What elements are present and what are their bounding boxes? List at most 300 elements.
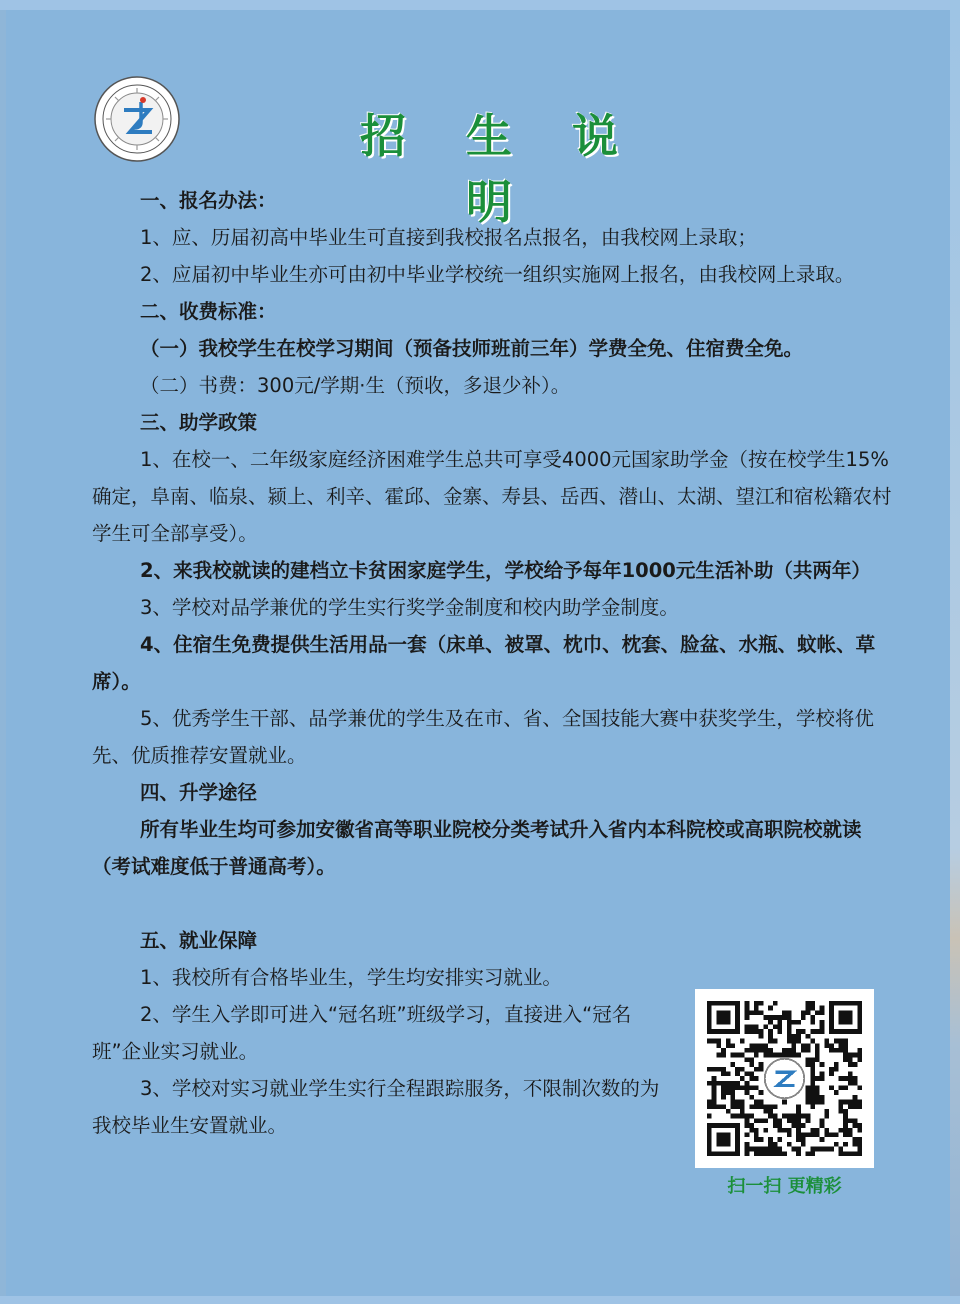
qr-module bbox=[796, 1151, 801, 1156]
qr-module bbox=[792, 1048, 797, 1053]
qr-module bbox=[787, 1053, 792, 1058]
qr-module bbox=[824, 1114, 829, 1119]
qr-module bbox=[730, 1114, 735, 1119]
qr-module bbox=[820, 1020, 825, 1025]
qr-module bbox=[759, 1067, 764, 1072]
qr-module bbox=[745, 1114, 750, 1119]
qr-module bbox=[796, 1137, 801, 1142]
qr-module bbox=[848, 1104, 853, 1109]
qr-module bbox=[843, 1109, 848, 1114]
qr-module bbox=[853, 1076, 858, 1081]
qr-module bbox=[820, 1137, 825, 1142]
qr-module bbox=[787, 1039, 792, 1044]
qr-module bbox=[740, 1053, 745, 1058]
qr-module bbox=[730, 1090, 735, 1095]
qr-module bbox=[853, 1081, 858, 1086]
qr-module bbox=[820, 1010, 825, 1015]
qr-module bbox=[759, 1048, 764, 1053]
qr-module bbox=[749, 1095, 754, 1100]
qr-module bbox=[806, 1043, 811, 1048]
qr-module bbox=[839, 1100, 844, 1105]
qr-module bbox=[712, 1090, 717, 1095]
school-seal-logo bbox=[94, 76, 180, 162]
qr-module bbox=[749, 1123, 754, 1128]
qr-module bbox=[754, 1104, 759, 1109]
qr-module bbox=[792, 1114, 797, 1119]
qr-module bbox=[773, 1147, 778, 1152]
qr-module bbox=[721, 1067, 726, 1072]
qr-module bbox=[745, 1048, 750, 1053]
qr-module bbox=[848, 1053, 853, 1058]
qr-module bbox=[712, 1095, 717, 1100]
qr-module bbox=[749, 1114, 754, 1119]
qr-module bbox=[768, 1151, 773, 1156]
qr-module bbox=[853, 1053, 858, 1058]
paragraph: 2、应届初中毕业生亦可由初中毕业学校统一组织实施网上报名，由我校网上录取。 bbox=[140, 263, 855, 286]
qr-module bbox=[839, 1104, 844, 1109]
qr-module bbox=[759, 1151, 764, 1156]
section-heading-registration: 一、报名办法： bbox=[140, 189, 277, 212]
qr-module bbox=[843, 1123, 848, 1128]
qr-module bbox=[801, 1142, 806, 1147]
section-heading-employment: 五、就业保障 bbox=[140, 929, 258, 952]
qr-module bbox=[749, 1010, 754, 1015]
qr-module bbox=[848, 1118, 853, 1123]
qr-module bbox=[857, 1123, 862, 1128]
qr-module bbox=[806, 1118, 811, 1123]
qr-module bbox=[749, 1147, 754, 1152]
qr-module bbox=[824, 1039, 829, 1044]
qr-module bbox=[777, 1015, 782, 1020]
qr-module bbox=[754, 1001, 759, 1006]
qr-module bbox=[759, 1010, 764, 1015]
qr-module bbox=[782, 1100, 787, 1105]
qr-module bbox=[754, 1043, 759, 1048]
qr-module bbox=[740, 1114, 745, 1119]
qr-module bbox=[829, 1071, 834, 1076]
qr-module bbox=[853, 1095, 858, 1100]
qr-module bbox=[768, 1048, 773, 1053]
qr-module bbox=[763, 1043, 768, 1048]
qr-module bbox=[824, 1133, 829, 1138]
qr-module bbox=[834, 1062, 839, 1067]
qr-module bbox=[839, 1147, 844, 1152]
qr-module bbox=[759, 1090, 764, 1095]
qr-module bbox=[707, 1039, 712, 1044]
qr-module bbox=[815, 1048, 820, 1053]
qr-module bbox=[745, 1151, 750, 1156]
qr-module bbox=[759, 1043, 764, 1048]
qr-module bbox=[834, 1067, 839, 1072]
page-title: 招 生 说 明 bbox=[359, 109, 641, 229]
qr-module bbox=[773, 1039, 778, 1044]
paragraph: （一）我校学生在校学习期间（预备技师班前三年）学费全免、住宿费全免。 bbox=[140, 337, 804, 360]
qr-module bbox=[745, 1147, 750, 1152]
qr-module bbox=[787, 1118, 792, 1123]
qr-module bbox=[763, 1109, 768, 1114]
qr-module bbox=[796, 1039, 801, 1044]
qr-module bbox=[782, 1151, 787, 1156]
qr-module bbox=[853, 1151, 858, 1156]
qr-module bbox=[792, 1034, 797, 1039]
qr-module bbox=[801, 1010, 806, 1015]
qr-module bbox=[839, 1048, 844, 1053]
qr-module bbox=[829, 1147, 834, 1152]
section-heading-further-study: 四、升学途径 bbox=[140, 781, 258, 804]
qr-module bbox=[773, 1123, 778, 1128]
qr-module bbox=[754, 1067, 759, 1072]
qr-module bbox=[768, 1147, 773, 1152]
qr-module bbox=[796, 1034, 801, 1039]
qr-module bbox=[745, 1118, 750, 1123]
qr-module bbox=[848, 1062, 853, 1067]
qr-module bbox=[829, 1048, 834, 1053]
qr-module bbox=[839, 1086, 844, 1091]
qr-module bbox=[801, 1114, 806, 1119]
qr-module bbox=[726, 1086, 731, 1091]
qr-module bbox=[763, 1147, 768, 1152]
qr-module bbox=[777, 1053, 782, 1058]
qr-module bbox=[801, 1043, 806, 1048]
qr-module bbox=[806, 1001, 811, 1006]
qr-module bbox=[810, 1029, 815, 1034]
qr-module bbox=[745, 1081, 750, 1086]
qr-module bbox=[820, 1100, 825, 1105]
qr-module bbox=[834, 1142, 839, 1147]
qr-module bbox=[745, 1086, 750, 1091]
qr-module bbox=[843, 1142, 848, 1147]
qr-module bbox=[768, 1053, 773, 1058]
qr-module bbox=[806, 1100, 811, 1105]
qr-module bbox=[848, 1100, 853, 1105]
qr-module bbox=[726, 1081, 731, 1086]
qr-module bbox=[754, 1137, 759, 1142]
qr-module bbox=[810, 1076, 815, 1081]
qr-module bbox=[834, 1090, 839, 1095]
qr-module bbox=[820, 1118, 825, 1123]
qr-module bbox=[745, 1029, 750, 1034]
qr-finder bbox=[716, 1133, 730, 1147]
qr-module bbox=[829, 1043, 834, 1048]
qr-module bbox=[730, 1081, 735, 1086]
qr-module bbox=[712, 1081, 717, 1086]
qr-module bbox=[768, 1006, 773, 1011]
qr-module bbox=[768, 1114, 773, 1119]
qr-module bbox=[853, 1142, 858, 1147]
qr-module bbox=[745, 1123, 750, 1128]
qr-module bbox=[777, 1147, 782, 1152]
qr-module bbox=[815, 1076, 820, 1081]
qr-module bbox=[824, 1147, 829, 1152]
qr-module bbox=[745, 1142, 750, 1147]
qr-module bbox=[707, 1081, 712, 1086]
qr-module bbox=[820, 1024, 825, 1029]
paragraph: 5、优秀学生干部、品学兼优的学生及在市、省、全国技能大赛中获奖学生，学校将优先、优质推荐安置就业。 bbox=[92, 707, 874, 767]
qr-module bbox=[857, 1100, 862, 1105]
qr-finder bbox=[716, 1010, 730, 1024]
qr-module bbox=[810, 1151, 815, 1156]
qr-module bbox=[834, 1039, 839, 1044]
qr-module bbox=[820, 1123, 825, 1128]
qr-module bbox=[759, 1062, 764, 1067]
qr-module bbox=[810, 1133, 815, 1138]
qr-caption: 扫一扫 更精彩 bbox=[727, 1176, 842, 1197]
qr-module bbox=[801, 1133, 806, 1138]
qr-module bbox=[759, 1100, 764, 1105]
qr-module bbox=[754, 1076, 759, 1081]
qr-module bbox=[839, 1039, 844, 1044]
qr-module bbox=[768, 1137, 773, 1142]
qr-module bbox=[782, 1114, 787, 1119]
paragraph: （二）书费：300元/学期·生（预收，多退少补）。 bbox=[140, 374, 571, 397]
qr-module bbox=[768, 1020, 773, 1025]
qr-module bbox=[810, 1020, 815, 1025]
qr-module bbox=[810, 1062, 815, 1067]
qr-module bbox=[768, 1039, 773, 1044]
qr-module bbox=[773, 1015, 778, 1020]
qr-module bbox=[815, 1128, 820, 1133]
qr-module bbox=[843, 1086, 848, 1091]
bottom-border bbox=[0, 1296, 960, 1304]
paragraph: 1、在校一、二年级家庭经济困难学生总共可享受4000元国家助学金（按在校学生15%确定，阜南、临泉、颍上、利辛、霍邱、金寨、寿县、岳西、潜山、太湖、望江和宿松籍农村学生可全部享受）。 bbox=[92, 448, 892, 545]
qr-module bbox=[806, 1048, 811, 1053]
qr-module bbox=[824, 1109, 829, 1114]
qr-module bbox=[773, 1104, 778, 1109]
qr-module bbox=[745, 1133, 750, 1138]
qr-module bbox=[843, 1076, 848, 1081]
qr-module bbox=[801, 1123, 806, 1128]
qr-module bbox=[848, 1133, 853, 1138]
qr-module bbox=[792, 1147, 797, 1152]
qr-module bbox=[820, 1071, 825, 1076]
qr-module bbox=[787, 1034, 792, 1039]
qr-module bbox=[763, 1015, 768, 1020]
right-border-strip bbox=[950, 0, 960, 1304]
qr-module bbox=[721, 1071, 726, 1076]
qr-module bbox=[824, 1043, 829, 1048]
qr-module bbox=[829, 1086, 834, 1091]
qr-module bbox=[839, 1076, 844, 1081]
qr-module bbox=[787, 1133, 792, 1138]
qr-module bbox=[749, 1076, 754, 1081]
qr-module bbox=[820, 1029, 825, 1034]
qr-module bbox=[754, 1029, 759, 1034]
qr-module bbox=[768, 1109, 773, 1114]
qr-module bbox=[792, 1123, 797, 1128]
qr-module bbox=[712, 1100, 717, 1105]
qr-module bbox=[853, 1123, 858, 1128]
qr-module bbox=[754, 1128, 759, 1133]
qr-module bbox=[796, 1104, 801, 1109]
qr-module bbox=[759, 1104, 764, 1109]
qr-module bbox=[796, 1147, 801, 1152]
qr-module bbox=[716, 1039, 721, 1044]
qr-module bbox=[763, 1048, 768, 1053]
qr-module bbox=[745, 1010, 750, 1015]
qr-module bbox=[834, 1048, 839, 1053]
qr-module bbox=[763, 1024, 768, 1029]
qr-module bbox=[806, 1034, 811, 1039]
qr-module bbox=[782, 1010, 787, 1015]
qr-module bbox=[792, 1043, 797, 1048]
qr-module bbox=[759, 1001, 764, 1006]
qr-module bbox=[857, 1104, 862, 1109]
qr-module bbox=[801, 1029, 806, 1034]
qr-module bbox=[777, 1118, 782, 1123]
qr-module bbox=[787, 1114, 792, 1119]
qr-module bbox=[796, 1020, 801, 1025]
qr-module bbox=[730, 1086, 735, 1091]
qr-module bbox=[782, 1053, 787, 1058]
qr-module bbox=[843, 1053, 848, 1058]
qr-module bbox=[726, 1071, 731, 1076]
qr-module bbox=[857, 1151, 862, 1156]
qr-module bbox=[857, 1147, 862, 1152]
qr-module bbox=[815, 1090, 820, 1095]
qr-module bbox=[843, 1118, 848, 1123]
qr-module bbox=[839, 1043, 844, 1048]
qr-module bbox=[820, 1076, 825, 1081]
qr-module bbox=[721, 1095, 726, 1100]
section-heading-aid: 三、助学政策 bbox=[140, 411, 258, 434]
qr-module bbox=[721, 1104, 726, 1109]
qr-module bbox=[777, 1137, 782, 1142]
qr-code-pattern bbox=[707, 1001, 862, 1156]
qr-module bbox=[806, 1010, 811, 1015]
qr-module bbox=[806, 1090, 811, 1095]
qr-module bbox=[810, 1104, 815, 1109]
qr-module bbox=[815, 1057, 820, 1062]
qr-module bbox=[773, 1142, 778, 1147]
paragraph: 2、来我校就读的建档立卡贫困家庭学生，学校给予每年1000元生活补助（共两年） bbox=[140, 559, 871, 582]
qr-module bbox=[839, 1109, 844, 1114]
qr-module bbox=[721, 1090, 726, 1095]
qr-module bbox=[787, 1010, 792, 1015]
qr-module bbox=[806, 1151, 811, 1156]
qr-module bbox=[726, 1039, 731, 1044]
qr-module bbox=[712, 1076, 717, 1081]
qr-module bbox=[735, 1100, 740, 1105]
qr-module bbox=[820, 1147, 825, 1152]
qr-module bbox=[815, 1010, 820, 1015]
qr-module bbox=[843, 1114, 848, 1119]
qr-module bbox=[773, 1024, 778, 1029]
qr-module bbox=[754, 1147, 759, 1152]
qr-module bbox=[754, 1100, 759, 1105]
qr-module bbox=[787, 1020, 792, 1025]
qr-module bbox=[843, 1128, 848, 1133]
qr-module bbox=[848, 1076, 853, 1081]
qr-module bbox=[801, 1137, 806, 1142]
qr-module bbox=[754, 1133, 759, 1138]
qr-module bbox=[768, 1029, 773, 1034]
qr-module bbox=[782, 1048, 787, 1053]
qr-module bbox=[796, 1128, 801, 1133]
qr-module bbox=[843, 1133, 848, 1138]
qr-code bbox=[695, 989, 874, 1168]
qr-module bbox=[712, 1086, 717, 1091]
qr-module bbox=[716, 1067, 721, 1072]
qr-module bbox=[810, 1071, 815, 1076]
qr-module bbox=[787, 1024, 792, 1029]
qr-module bbox=[810, 1006, 815, 1011]
qr-module bbox=[777, 1029, 782, 1034]
qr-module bbox=[745, 1006, 750, 1011]
qr-module bbox=[843, 1057, 848, 1062]
spacer bbox=[92, 885, 892, 922]
qr-module bbox=[787, 1048, 792, 1053]
qr-module bbox=[806, 1086, 811, 1091]
qr-module bbox=[759, 1034, 764, 1039]
qr-module bbox=[792, 1039, 797, 1044]
qr-module bbox=[730, 1043, 735, 1048]
qr-module bbox=[815, 1043, 820, 1048]
qr-module bbox=[810, 1086, 815, 1091]
qr-module bbox=[721, 1053, 726, 1058]
qr-module bbox=[740, 1100, 745, 1105]
qr-module bbox=[810, 1100, 815, 1105]
qr-module bbox=[735, 1081, 740, 1086]
qr-module bbox=[730, 1062, 735, 1067]
qr-module bbox=[801, 1015, 806, 1020]
qr-module bbox=[839, 1151, 844, 1156]
qr-module bbox=[707, 1114, 712, 1119]
qr-module bbox=[810, 1128, 815, 1133]
qr-module bbox=[829, 1067, 834, 1072]
qr-module bbox=[773, 1151, 778, 1156]
qr-module bbox=[773, 1114, 778, 1119]
qr-module bbox=[777, 1123, 782, 1128]
qr-module bbox=[796, 1114, 801, 1119]
qr-module bbox=[843, 1043, 848, 1048]
qr-module bbox=[853, 1118, 858, 1123]
qr-module bbox=[857, 1086, 862, 1091]
qr-module bbox=[735, 1053, 740, 1058]
qr-module bbox=[768, 1104, 773, 1109]
qr-module bbox=[806, 1006, 811, 1011]
qr-module bbox=[735, 1104, 740, 1109]
qr-module bbox=[712, 1067, 717, 1072]
qr-module bbox=[768, 1015, 773, 1020]
qr-module bbox=[773, 1001, 778, 1006]
qr-module bbox=[721, 1048, 726, 1053]
qr-module bbox=[806, 1114, 811, 1119]
qr-module bbox=[810, 1039, 815, 1044]
qr-module bbox=[815, 1100, 820, 1105]
qr-module bbox=[777, 1024, 782, 1029]
qr-module bbox=[815, 1095, 820, 1100]
qr-module bbox=[787, 1128, 792, 1133]
qr-module bbox=[721, 1081, 726, 1086]
qr-module bbox=[787, 1142, 792, 1147]
qr-module bbox=[848, 1151, 853, 1156]
qr-module bbox=[768, 1142, 773, 1147]
qr-module bbox=[834, 1133, 839, 1138]
qr-module bbox=[754, 1024, 759, 1029]
qr-module bbox=[853, 1137, 858, 1142]
qr-module bbox=[787, 1029, 792, 1034]
qr-module bbox=[815, 1147, 820, 1152]
qr-module bbox=[782, 1128, 787, 1133]
qr-module bbox=[824, 1128, 829, 1133]
qr-module bbox=[759, 1029, 764, 1034]
qr-module bbox=[806, 1057, 811, 1062]
qr-module bbox=[749, 1071, 754, 1076]
qr-module bbox=[759, 1137, 764, 1142]
qr-module bbox=[820, 1006, 825, 1011]
qr-module bbox=[853, 1100, 858, 1105]
qr-module bbox=[730, 1095, 735, 1100]
